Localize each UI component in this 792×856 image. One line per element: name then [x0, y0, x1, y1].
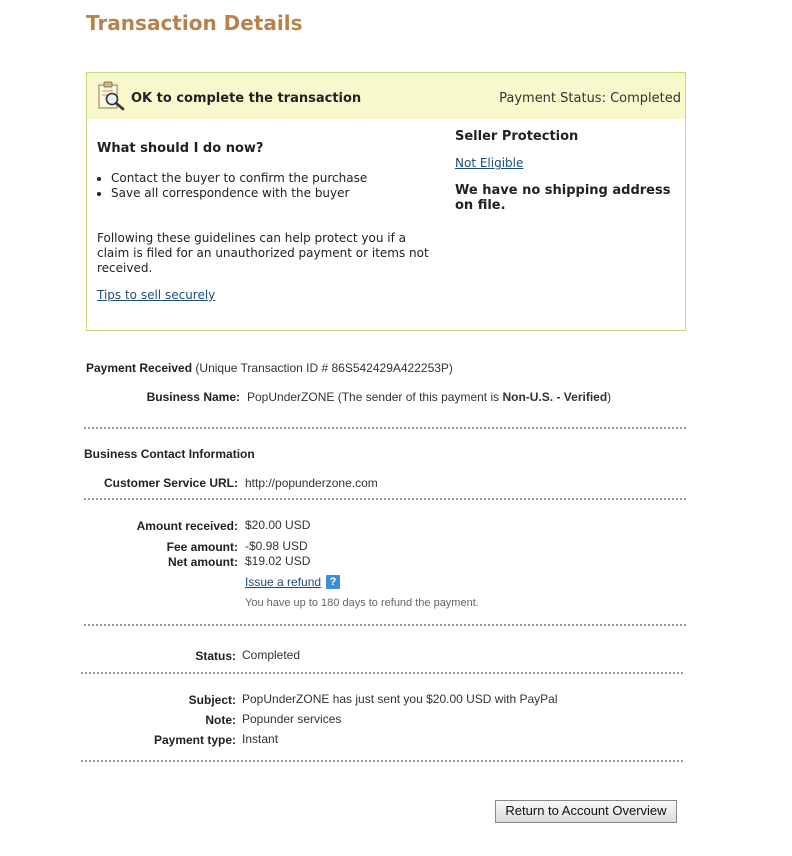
advice-list	[97, 171, 367, 201]
help-icon[interactable]: ?	[326, 575, 340, 589]
amount-received-label: Amount received:	[136, 519, 238, 533]
seller-protection-heading: Seller Protection	[455, 129, 579, 144]
customer-service-url-label: Customer Service URL:	[103, 476, 238, 490]
transaction-notice-box	[86, 72, 686, 331]
sender-note-close: )	[607, 390, 612, 404]
tips-to-sell-link[interactable]: Tips to sell securely	[97, 288, 216, 302]
guidelines-text: Following these guidelines can help protect you if a claim is filed for an unauthorized payment or items not received.	[97, 231, 429, 275]
fee-amount-label: Fee amount:	[166, 540, 238, 554]
payment-type-label: Payment type:	[153, 733, 236, 747]
payment-received-label: Payment Received	[86, 361, 193, 375]
what-to-do-heading: What should I do now?	[97, 141, 264, 156]
payment-status-text: Payment Status: Completed	[499, 91, 681, 106]
note-value: Popunder services	[242, 712, 342, 726]
issue-refund-link[interactable]: Issue a refund	[245, 575, 322, 589]
customer-service-url-value: http://popunderzone.com	[245, 476, 378, 490]
advice-item: • Contact the buyer to confirm the purchase	[111, 171, 367, 186]
business-name-label: Business Name:	[146, 390, 240, 404]
not-eligible-link[interactable]: Not Eligible	[455, 156, 524, 170]
status-value: Completed	[242, 648, 301, 662]
amount-received-value: $20.00 USD	[245, 518, 311, 532]
subject-value: PopUnderZONE has just sent you $20.00 USD with PayPal	[242, 692, 558, 706]
divider	[81, 760, 683, 762]
return-to-account-overview-button[interactable]: Return to Account Overview	[495, 800, 677, 823]
page-title: Transaction Details	[86, 11, 303, 35]
ok-to-complete-text: OK to complete the transaction	[131, 91, 362, 106]
business-name-value	[247, 390, 611, 404]
sender-status: Non-U.S. - Verified	[502, 390, 608, 404]
fee-amount-value: -$0.98 USD	[245, 539, 308, 553]
transaction-id: (Unique Transaction ID # 86S542429A422253P)	[195, 361, 453, 375]
business-name: PopUnderZONE	[247, 390, 335, 404]
divider	[84, 498, 686, 500]
payment-type-value: Instant	[242, 732, 279, 746]
sender-note: (The sender of this payment is	[337, 390, 500, 404]
no-shipping-address-text: We have no shipping address on file.	[455, 183, 671, 213]
divider	[81, 672, 683, 674]
status-label: Status:	[195, 649, 236, 663]
advice-item: • Save all correspondence with the buyer	[111, 186, 367, 201]
net-amount-label: Net amount:	[168, 555, 238, 569]
refund-window-note: You have up to 180 days to refund the payment.	[245, 597, 479, 609]
divider	[84, 624, 686, 626]
notice-header	[87, 73, 685, 119]
divider	[84, 427, 686, 429]
subject-label: Subject:	[188, 693, 236, 707]
note-label: Note:	[205, 713, 236, 727]
clipboard-magnifier-icon	[97, 81, 125, 111]
business-contact-heading: Business Contact Information	[84, 447, 255, 461]
payment-received-line	[86, 361, 453, 375]
net-amount-value: $19.02 USD	[245, 554, 311, 568]
